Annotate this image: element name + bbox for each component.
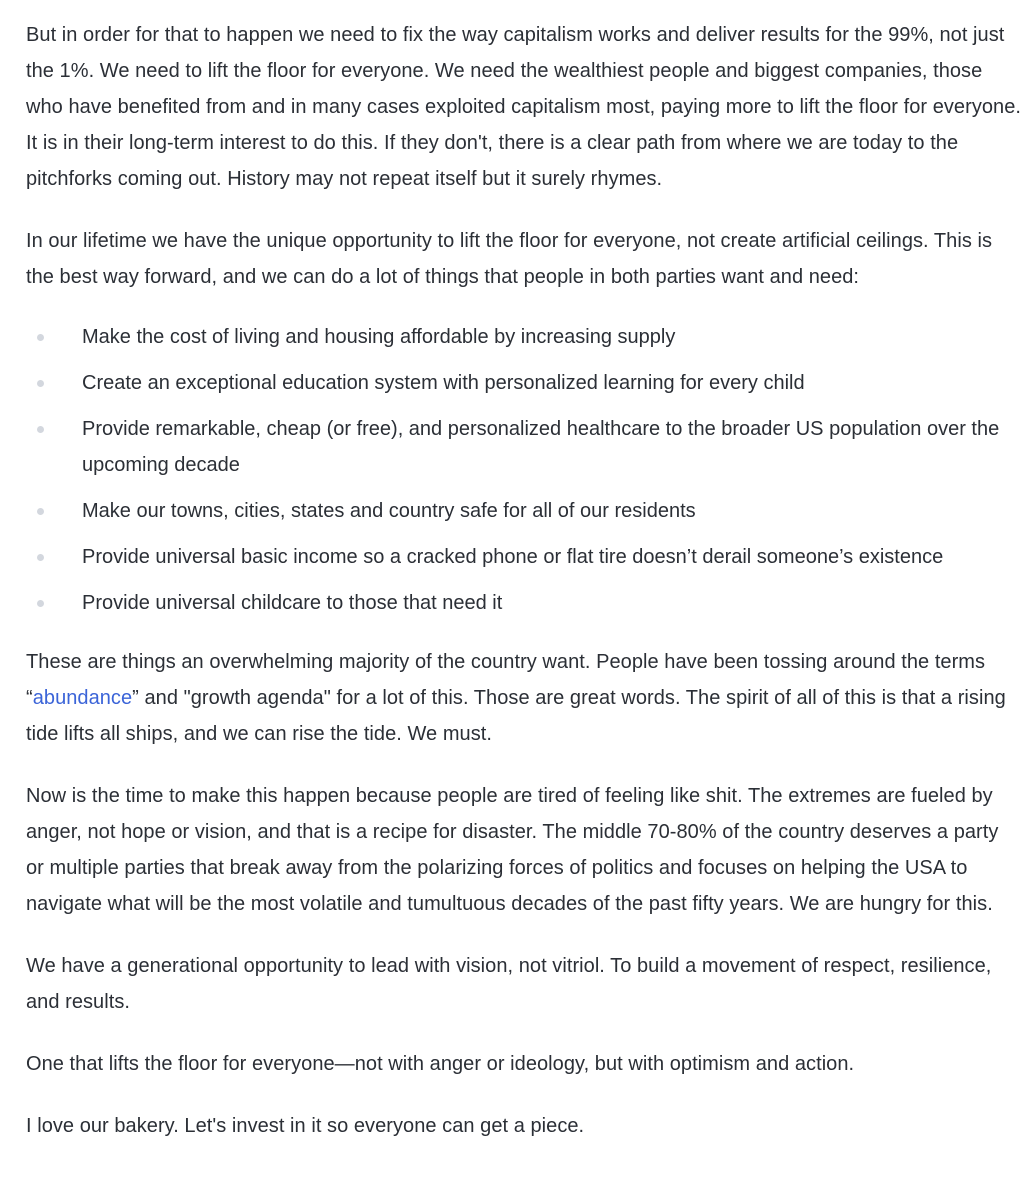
list-item [26,365,1021,401]
abundance-link[interactable]: abundance [32,687,133,709]
bullet-icon [37,334,44,341]
paragraph-opportunity: In our lifetime we have the unique opportunity to lift the floor for everyone, not create artificial ceilings. This is the best way forward, and we can do a lot of things that people in both parties want and need: [26,230,993,288]
list-item-text: Make our towns, cities, states and country safe for all of our residents [82,500,696,522]
abundance-text-after: ” and "growth agenda" for a lot of this. Those are great words. The spirit of all of this is that a rising tide lifts all ships, and we can rise the tide. We must. [26,687,1006,745]
list-item [26,411,1021,483]
paragraph-abundance [26,644,1021,752]
list-item-text: Provide universal basic income so a cracked phone or flat tire doesn’t derail someone’s existence [82,546,944,568]
bullet-icon [37,600,44,607]
list-item [26,585,1021,621]
article-body [26,17,1021,1170]
list-item-text: Provide universal childcare to those that need it [82,592,503,614]
bullet-icon [37,380,44,387]
list-item [26,539,1021,575]
bullet-icon [37,426,44,433]
list-item-text: Make the cost of living and housing affordable by increasing supply [82,326,676,348]
bullet-icon [37,554,44,561]
paragraph-lifts-the-floor: One that lifts the floor for everyone—not with anger or ideology, but with optimism and action. [26,1053,855,1075]
list-item [26,493,1021,529]
paragraph-capitalism: But in order for that to happen we need to fix the way capitalism works and deliver results for the 99%, not just the 1%. We need to lift the floor for everyone. We need the wealthiest people and biggest companies, those who have benefited from and in many cases exploited capitalism most, paying more to lift the floor for everyone. It is in their long-term interest to do this. If they don't, there is a clear path from where we are today to the pitchforks coming out. History may not repeat itself but it surely rhymes. [26,24,1021,190]
list-item-text: Provide remarkable, cheap (or free), and personalized healthcare to the broader US population over the upcoming decade [82,418,1000,476]
list-item [26,319,1021,355]
paragraph-now-is-the-time: Now is the time to make this happen because people are tired of feeling like shit. The extremes are fueled by anger, not hope or vision, and that is a recipe for disaster. The middle 70-80% of the country deserves a party or multiple parties that break away from the polarizing forces of politics and focuses on helping the USA to navigate what will be the most volatile and tumultuous decades of the past fifty years. We are hungry for this. [26,785,999,915]
paragraph-generational-opportunity: We have a generational opportunity to lead with vision, not vitriol. To build a movement of respect, resilience, and results. [26,955,992,1013]
paragraph-bakery: I love our bakery. Let's invest in it so everyone can get a piece. [26,1115,585,1137]
list-item-text: Create an exceptional education system with personalized learning for every child [82,372,805,394]
bullet-icon [37,508,44,515]
priorities-list [26,319,1021,621]
abundance-text-before: These are things an overwhelming majority of the country want. People have been tossing around the terms “ [26,651,986,709]
